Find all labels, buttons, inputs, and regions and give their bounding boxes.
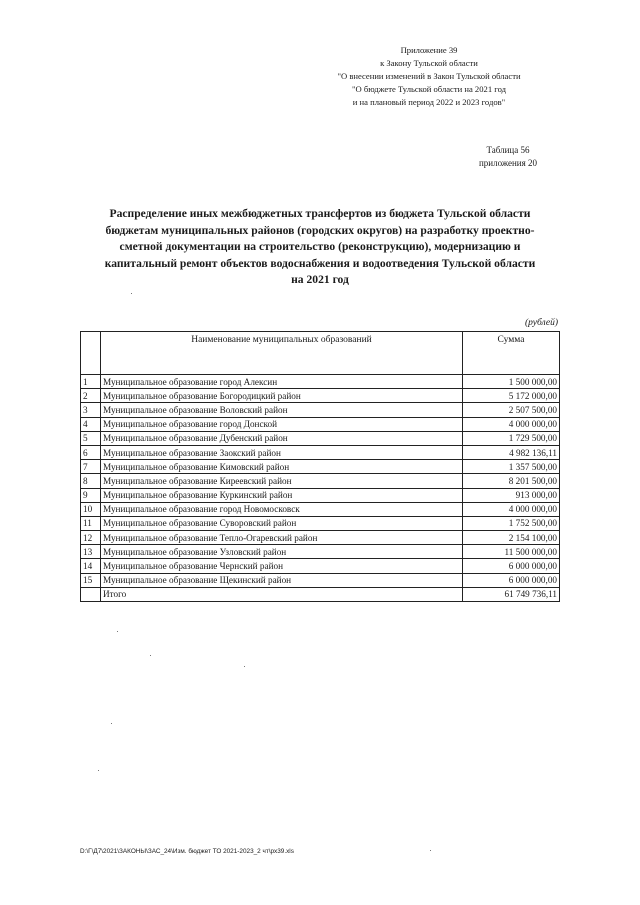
row-name: Муниципальное образование Суворовский район [101, 516, 463, 530]
table-row [81, 403, 560, 417]
table-row [81, 417, 560, 431]
row-num: 9 [81, 488, 101, 502]
row-num: 2 [81, 389, 101, 403]
file-path-footer: D:\Г\Д7\2021\ЗАКОНЫ\ЗАС_24\Изм. бюджет ТО 2021-2023_2 чт\рх39.xls [80, 848, 294, 855]
row-num: 4 [81, 417, 101, 431]
title-line-1: Распределение иных межбюджетных трансфертов из бюджета Тульской области [109, 207, 531, 220]
row-amount: 1 752 500,00 [463, 516, 560, 530]
row-name: Муниципальное образование Киреевский район [101, 474, 463, 488]
table-ref-line-2: приложения 20 [478, 158, 538, 168]
table-reference [458, 144, 558, 170]
document-title [60, 206, 580, 289]
total-label: Итого [101, 587, 463, 601]
table-ref-line-1: Таблица 56 [486, 145, 530, 155]
scan-speck [98, 770, 99, 771]
title-line-2: бюджетам муниципальных районов (городских округов) на разработку проектно- [105, 223, 535, 237]
row-name: Муниципальное образование Узловский район [101, 545, 463, 559]
scan-speck [244, 666, 245, 667]
row-num: 3 [81, 403, 101, 417]
title-line-4: капитальный ремонт объектов водоснабжения и водоотведения Тульской области [104, 256, 536, 270]
distribution-table [80, 331, 560, 602]
table-row [81, 573, 560, 587]
row-num: 15 [81, 573, 101, 587]
scan-speck [430, 850, 431, 851]
header-num [81, 332, 101, 375]
row-amount: 6 000 000,00 [463, 559, 560, 573]
row-name: Муниципальное образование Дубенский район [101, 431, 463, 445]
row-num: 11 [81, 516, 101, 530]
table-row [81, 545, 560, 559]
row-num: 10 [81, 502, 101, 516]
total-amount: 61 749 736,11 [463, 587, 560, 601]
row-name: Муниципальное образование Тепло-Огаревский район [101, 531, 463, 545]
row-name: Муниципальное образование Заокский район [101, 445, 463, 459]
row-amount: 1 357 500,00 [463, 460, 560, 474]
row-amount: 2 154 100,00 [463, 531, 560, 545]
table-row [81, 488, 560, 502]
row-name: Муниципальное образование Воловский район [101, 403, 463, 417]
table-row [81, 460, 560, 474]
row-amount: 1 729 500,00 [463, 431, 560, 445]
row-name: Муниципальное образование Кимовский район [101, 460, 463, 474]
row-amount: 913 000,00 [463, 488, 560, 502]
row-num: 1 [81, 375, 101, 389]
row-num: 7 [81, 460, 101, 474]
table-row [81, 445, 560, 459]
header-amount: Сумма [463, 332, 560, 375]
table-row [81, 559, 560, 573]
title-line-5: на 2021 год [291, 273, 349, 286]
row-num: 6 [81, 445, 101, 459]
row-name: Муниципальное образование Куркинский район [101, 488, 463, 502]
table-row [81, 516, 560, 530]
row-num: 5 [81, 431, 101, 445]
row-amount: 4 982 136,11 [463, 445, 560, 459]
annex-line-5: и на плановый период 2022 и 2023 годов" [352, 97, 506, 107]
table-header-row [81, 332, 560, 375]
header-name: Наименование муниципальных образований [101, 332, 463, 375]
row-amount: 8 201 500,00 [463, 474, 560, 488]
row-name: Муниципальное образование город Алексин [101, 375, 463, 389]
row-name: Муниципальное образование Щекинский район [101, 573, 463, 587]
annex-line-4: "О бюджете Тульской области на 2021 год [352, 84, 506, 94]
row-name: Муниципальное образование город Новомосковск [101, 502, 463, 516]
total-num [81, 587, 101, 601]
row-num: 13 [81, 545, 101, 559]
row-num: 8 [81, 474, 101, 488]
annex-header [300, 44, 558, 109]
row-amount: 4 000 000,00 [463, 502, 560, 516]
table-row [81, 431, 560, 445]
scan-speck [111, 723, 112, 724]
table-row [81, 502, 560, 516]
row-name: Муниципальное образование Чернский район [101, 559, 463, 573]
annex-line-3: "О внесении изменений в Закон Тульской области [337, 71, 521, 81]
table-row [81, 531, 560, 545]
row-name: Муниципальное образование Богородицкий район [101, 389, 463, 403]
row-num: 14 [81, 559, 101, 573]
row-amount: 5 172 000,00 [463, 389, 560, 403]
row-amount: 1 500 000,00 [463, 375, 560, 389]
row-amount: 4 000 000,00 [463, 417, 560, 431]
scan-speck [131, 293, 132, 294]
row-name: Муниципальное образование город Донской [101, 417, 463, 431]
table-row [81, 389, 560, 403]
row-amount: 11 500 000,00 [463, 545, 560, 559]
annex-line-1: Приложение 39 [400, 45, 458, 55]
row-num: 12 [81, 531, 101, 545]
row-amount: 6 000 000,00 [463, 573, 560, 587]
table-row [81, 474, 560, 488]
table-total-row [81, 587, 560, 601]
scan-speck [117, 631, 118, 632]
units-label: (рублей) [524, 318, 558, 328]
annex-line-2: к Закону Тульской области [380, 58, 478, 68]
table-row [81, 375, 560, 389]
title-line-3: сметной документации на строительство (реконструкцию), модернизацию и [119, 240, 521, 253]
row-amount: 2 507 500,00 [463, 403, 560, 417]
scan-speck [150, 655, 151, 656]
